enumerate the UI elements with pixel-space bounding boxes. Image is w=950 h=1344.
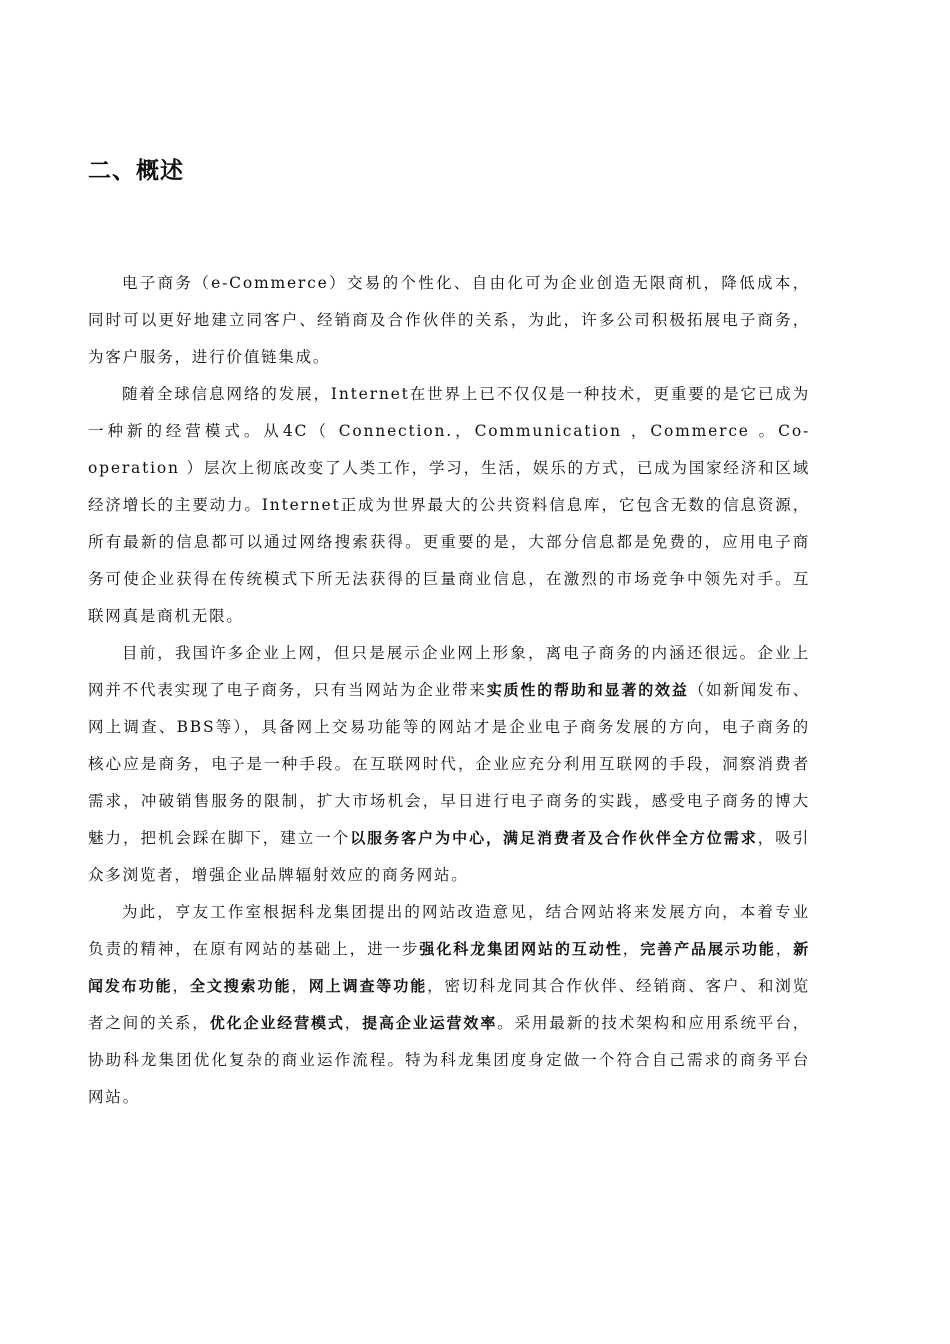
paragraph-4-text: 为此，亨友工作室根据科龙集团提出的网站改造意见，结合网站将来发展方向，本着专业负责的精神，在原有网站的基础上，进一步: [88, 903, 810, 958]
paragraph-4-text: ，: [344, 1014, 363, 1032]
emphasis-optimize-model: 优化企业经营模式: [209, 1014, 345, 1032]
emphasis-online-survey: 网上调查等功能: [308, 977, 428, 995]
emphasis-practical-benefit: 实质性的帮助和显著的效益: [486, 681, 689, 699]
paragraph-3-text: （如新闻发布、网上调查、BBS等），具备网上交易功能等的网站才是企业电子商务发展的方向，电子商务的核心应是商务，电子是一种手段。在互联网时代，企业应充分利用互联网的手段，洞察消费者需求，冲破销售服务的限制，扩大市场机会，早日进行电子商务的实践，感受电子商务的博大魅力，把机会踩在脚下，建立一个: [88, 681, 811, 847]
paragraph-4-text: ，: [622, 940, 641, 958]
emphasis-customer-centric: 以服务客户为中心，满足消费者及合作伙伴全方位需求: [350, 829, 758, 847]
paragraph-4-text: ，: [172, 977, 190, 995]
paragraph-4-text: 。采用最新的技术架构和应用系统平台，协助科龙集团优化复杂的商业运作流程。特为科龙集团度身定做一个符合自己需求的商务平台网站。: [88, 1014, 810, 1106]
emphasis-news-release: 新闻发布功能: [88, 940, 810, 995]
paragraph-3-text: 目前，我国许多企业上网，但只是展示企业网上形象，离电子商务的内涵还很远。企业上网并不代表实现了电子商务，只有当网站为企业带来: [88, 644, 810, 699]
body-text: [88, 265, 810, 1116]
emphasis-efficiency: 提高企业运营效率: [362, 1014, 498, 1032]
emphasis-full-text-search: 全文搜索功能: [189, 977, 292, 995]
paragraph-2-text: 随着全球信息网络的发展，Internet在世界上已不仅仅是一种技术，更重要的是它已成为一种新的经营模式。从4C（ Connection.，Communication ，Commerce 。Co-operation ）层次上彻底改变了人类工作，学习，生活，娱乐的方式，已成为国家经济和区域经济增长的主要动力。Internet正成为世界最大的公共资料信息库，它包含无数的信息资源，所有最新的信息都可以通过网络搜索获得。更重要的是，大部分信息都是免费的，应用电子商务可使企业获得在传统模式下所无法获得的巨量商业信息，在激烈的市场竞争中领先对手。互联网真是商机无限。: [88, 385, 810, 625]
paragraph-4-text: ，: [775, 940, 794, 958]
paragraph-4: [88, 894, 810, 1116]
paragraph-3: [88, 635, 810, 894]
emphasis-product-display: 完善产品展示功能: [640, 940, 776, 958]
paragraph-4-text: ，密切科龙同其合作伙伴、经销商、客户、和浏览者之间的关系，: [88, 977, 810, 1032]
emphasis-interactivity: 强化科龙集团网站的互动性: [419, 940, 623, 958]
paragraph-2: [88, 376, 810, 635]
paragraph-4-text: ，: [291, 977, 309, 995]
paragraph-1: [88, 265, 810, 376]
paragraph-3-text: ，吸引众多浏览者，增强企业品牌辐射效应的商务网站。: [88, 829, 810, 884]
section-heading: 二、概述: [88, 158, 184, 184]
paragraph-1-text: 电子商务（e-Commerce）交易的个性化、自由化可为企业创造无限商机，降低成本，同时可以更好地建立同客户、经销商及合作伙伴的关系，为此，许多公司积极拓展电子商务，为客户服务，进行价值链集成。: [88, 274, 810, 366]
